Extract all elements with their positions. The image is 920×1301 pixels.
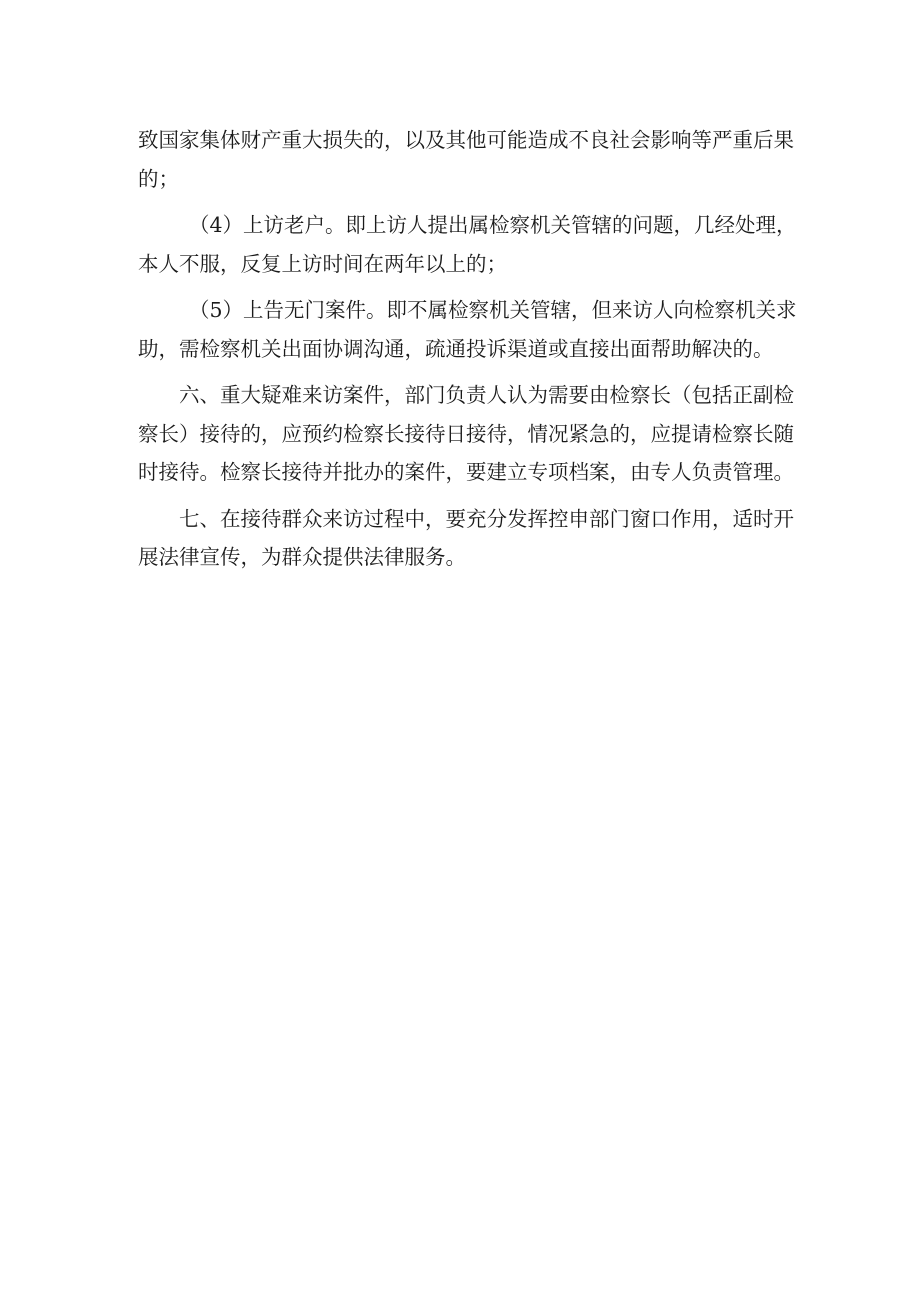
text-line: 本人不服，反复上访时间在两年以上的； bbox=[138, 251, 507, 276]
paragraph-section-6 bbox=[138, 376, 794, 492]
text-line: 七、在接待群众来访过程中，要充分发挥控申部门窗口作用，适时开 bbox=[179, 506, 794, 531]
text-line: 展法律宣传，为群众提供法律服务。 bbox=[138, 545, 466, 569]
text-line: 致国家集体财产重大损失的，以及其他可能造成不良社会影响等严重后果 bbox=[138, 128, 794, 152]
text-line: 六、重大疑难来访案件，部门负责人认为需要由检察长（包括正副检 bbox=[179, 383, 794, 407]
text-line: 时接待。检察长接待并批办的案件，要建立专项档案，由专人负责管理。 bbox=[138, 460, 794, 484]
document-body bbox=[138, 121, 797, 585]
text-line: （4）上访老户。即上访人提出属检察机关管辖的问题，几经处理， bbox=[189, 213, 797, 237]
text-line: 察长）接待的，应预约检察长接待日接待，情况紧急的，应提请检察长随 bbox=[138, 421, 794, 446]
text-line: 的； bbox=[138, 166, 179, 191]
paragraph-item-4 bbox=[138, 206, 797, 283]
paragraph-item-5 bbox=[138, 291, 797, 368]
paragraph-continuation bbox=[138, 121, 794, 198]
paragraph-section-7 bbox=[138, 500, 794, 577]
text-line: 助，需检察机关出面协调沟通，疏通投诉渠道或直接出面帮助解决的。 bbox=[138, 336, 774, 361]
text-line: （5）上告无门案件。即不属检察机关管辖，但来访人向检察机关求 bbox=[189, 298, 797, 322]
